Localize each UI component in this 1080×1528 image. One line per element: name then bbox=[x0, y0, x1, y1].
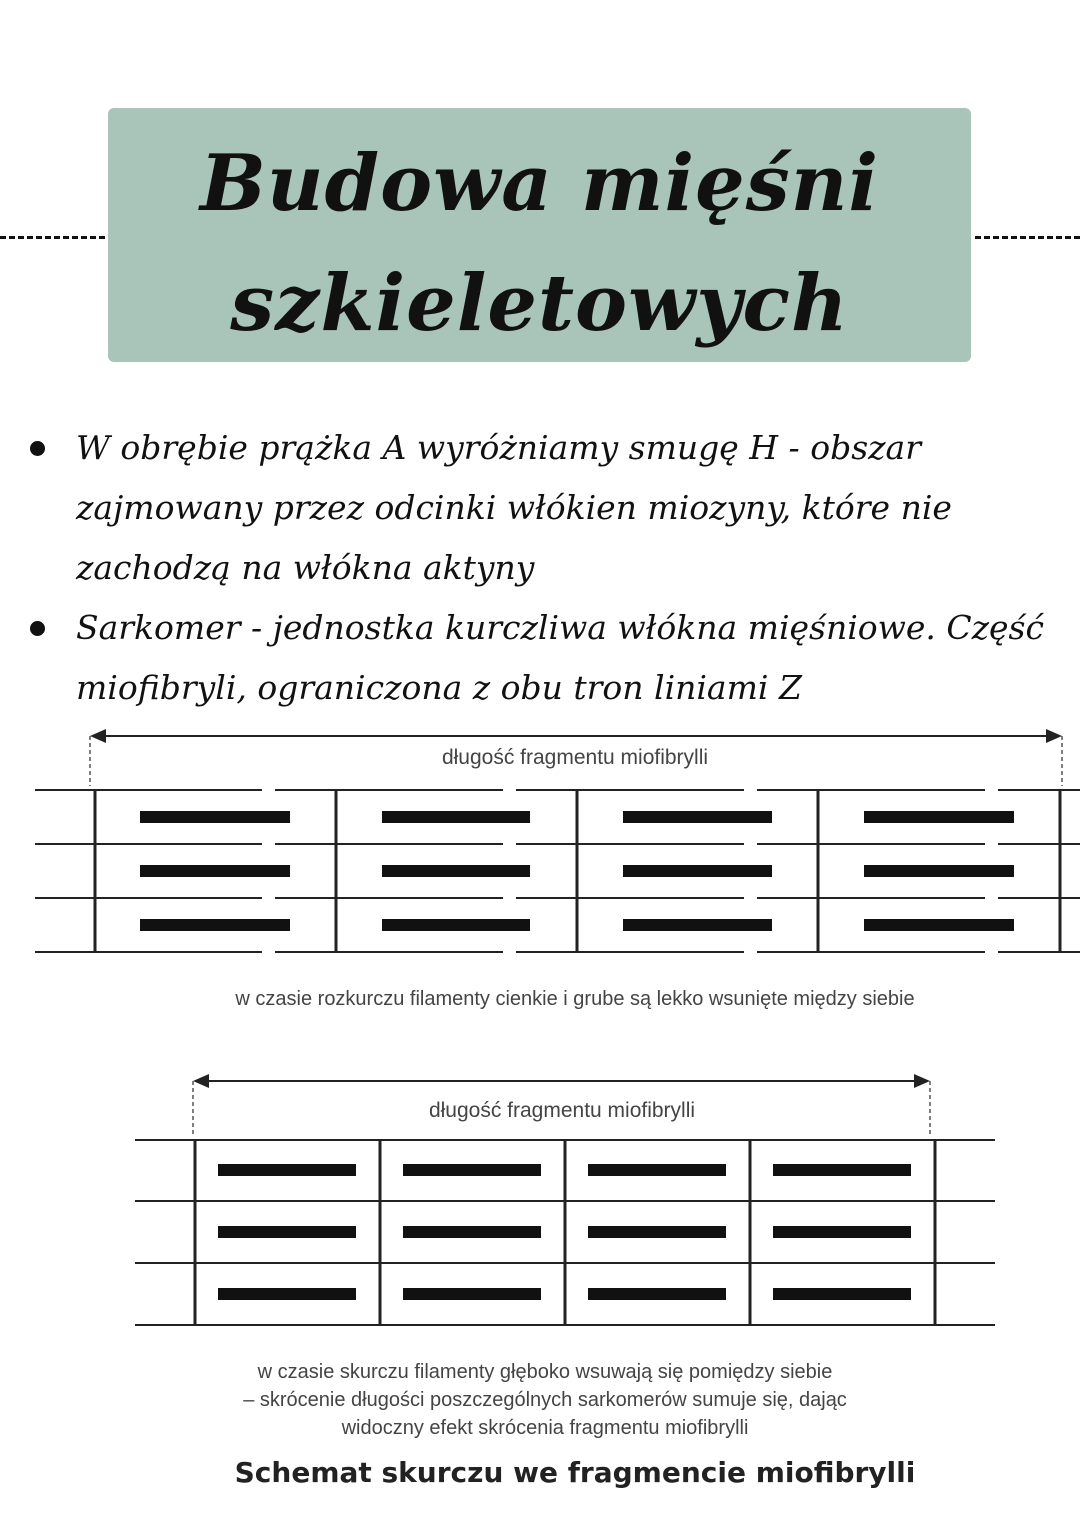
length-label: długość fragmentu miofibrylli bbox=[428, 1099, 696, 1122]
figure-title: Schemat skurczu we fragmencie miofibrylli bbox=[234, 1456, 916, 1489]
thick-filament bbox=[588, 1164, 726, 1176]
thick-filament bbox=[382, 811, 530, 823]
thick-filament bbox=[623, 919, 772, 931]
arrowhead-right-icon bbox=[1046, 729, 1062, 743]
bullet-item bbox=[30, 418, 1070, 598]
thick-filament bbox=[403, 1288, 541, 1300]
bullet-item bbox=[30, 598, 1070, 718]
bullet-dot-icon bbox=[30, 441, 45, 456]
thick-filament bbox=[864, 811, 1014, 823]
decorative-dash-left bbox=[0, 236, 105, 239]
thick-filament bbox=[218, 1226, 356, 1238]
thick-filament bbox=[218, 1288, 356, 1300]
thick-filament bbox=[382, 919, 530, 931]
thick-filament bbox=[403, 1164, 541, 1176]
thick-filament bbox=[588, 1288, 726, 1300]
arrowhead-left-icon bbox=[90, 729, 106, 743]
bullet-text: Sarkomer - jednostka kurczliwa włókna mięśniowe. Część miofibryli, ograniczona z obu tron liniami Z bbox=[76, 608, 1044, 707]
thick-filament bbox=[864, 865, 1014, 877]
thick-filament bbox=[773, 1288, 911, 1300]
thick-filament bbox=[623, 865, 772, 877]
contracted-diagram-svg bbox=[0, 1068, 1080, 1338]
title-line-1: Budowa mięśni bbox=[199, 138, 880, 229]
length-label: długość fragmentu miofibrylli bbox=[441, 746, 709, 769]
title-banner bbox=[108, 108, 971, 362]
bullet-list bbox=[30, 418, 1070, 718]
contracted-caption bbox=[5, 1358, 1080, 1442]
thick-filament bbox=[623, 811, 772, 823]
bullet-text: W obrębie prążka A wyróżniamy smugę H - obszar zajmowany przez odcinki włókien miozyny, które nie zachodzą na włókna aktyny bbox=[76, 428, 952, 587]
thick-filament bbox=[403, 1226, 541, 1238]
arrowhead-left-icon bbox=[193, 1074, 209, 1088]
thick-filament bbox=[773, 1226, 911, 1238]
arrowhead-right-icon bbox=[914, 1074, 930, 1088]
contracted-myofibril-diagram bbox=[0, 1068, 1080, 1338]
relaxed-diagram-svg bbox=[0, 720, 1080, 970]
thick-filament bbox=[140, 811, 290, 823]
thick-filament bbox=[140, 919, 290, 931]
contracted-caption-line: widoczny efekt skrócenia fragmentu miofibrylli bbox=[341, 1417, 749, 1439]
thick-filament bbox=[382, 865, 530, 877]
contracted-caption-line: w czasie skurczu filamenty głęboko wsuwają się pomiędzy siebie bbox=[257, 1361, 833, 1383]
bullet-dot-icon bbox=[30, 621, 45, 636]
thick-filament bbox=[140, 865, 290, 877]
decorative-dash-right bbox=[975, 236, 1080, 239]
thick-filament bbox=[588, 1226, 726, 1238]
relaxed-caption: w czasie rozkurczu filamenty cienkie i grube są lekko wsunięte między siebie bbox=[235, 988, 915, 1010]
relaxed-myofibril-diagram bbox=[0, 720, 1080, 970]
contracted-caption-line: – skrócenie długości poszczególnych sarkomerów sumuje się, dając bbox=[243, 1389, 847, 1411]
thick-filament bbox=[218, 1164, 356, 1176]
thick-filament bbox=[773, 1164, 911, 1176]
thick-filament bbox=[864, 919, 1014, 931]
title-line-2: szkieletowych bbox=[230, 258, 849, 349]
